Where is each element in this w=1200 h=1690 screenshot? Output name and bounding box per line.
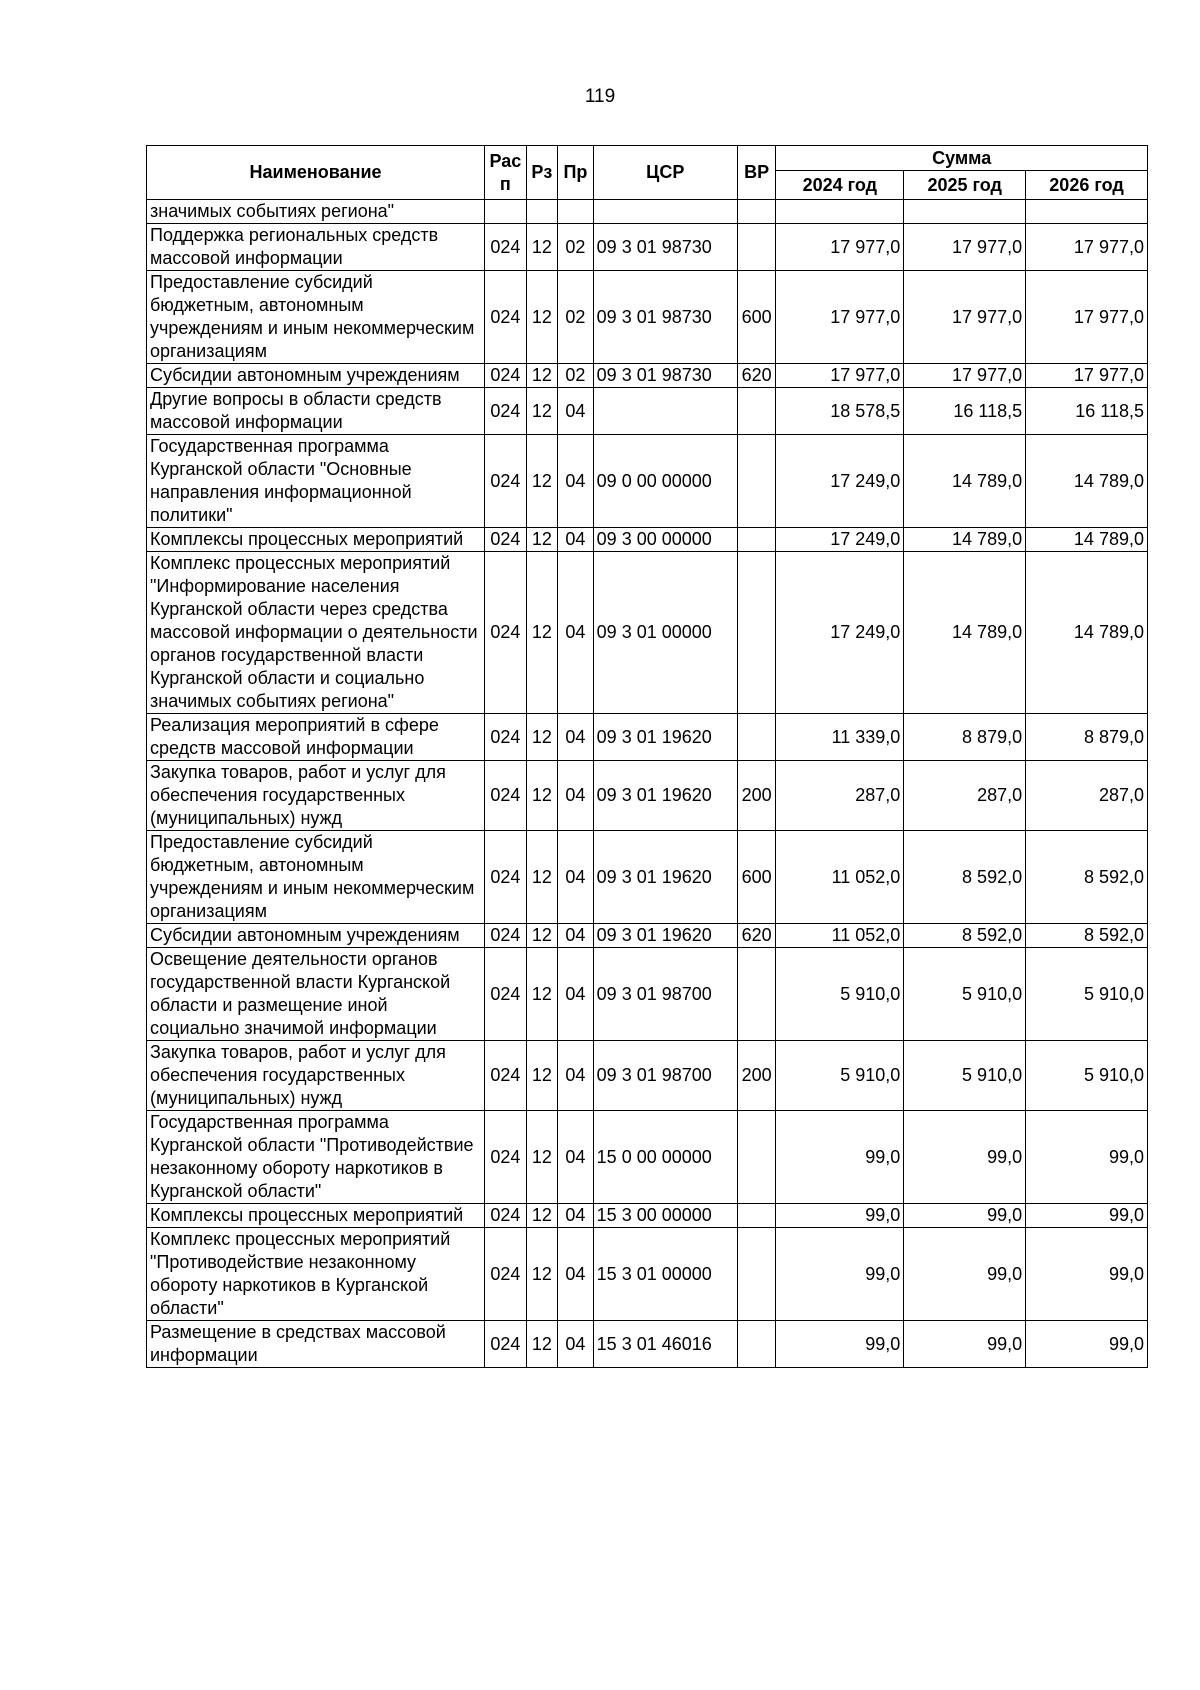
cell-name: Закупка товаров, работ и услуг для обеспечения государственных (муниципальных) нужд: [147, 1041, 485, 1111]
cell-amount-2025: 5 910,0: [904, 948, 1026, 1041]
cell-amount-2026: 5 910,0: [1026, 948, 1148, 1041]
cell-amount-2024: 99,0: [776, 1111, 904, 1204]
table-row: [147, 552, 1148, 714]
cell-amount-2026: 14 789,0: [1026, 528, 1148, 552]
cell-name: Закупка товаров, работ и услуг для обеспечения государственных (муниципальных) нужд: [147, 761, 485, 831]
cell-csr: 09 3 01 19620: [593, 714, 737, 761]
table-row: [147, 1228, 1148, 1321]
cell-name: Освещение деятельности органов государственной власти Курганской области и размещение иной социально значимой информации: [147, 948, 485, 1041]
cell-vr: 200: [737, 1041, 776, 1111]
cell-amount-2026: 17 977,0: [1026, 364, 1148, 388]
cell-amount-2024: 18 578,5: [776, 388, 904, 435]
cell-csr: [593, 388, 737, 435]
cell-csr: 15 0 00 00000: [593, 1111, 737, 1204]
table-row: [147, 924, 1148, 948]
cell-vr: 200: [737, 761, 776, 831]
cell-csr: 09 3 01 19620: [593, 831, 737, 924]
cell-name: Комплексы процессных мероприятий: [147, 528, 485, 552]
cell-name: Государственная программа Курганской области "Противодействие незаконному обороту наркотиков в Курганской области": [147, 1111, 485, 1204]
header-rasp: Рас п: [485, 146, 527, 200]
cell-rz: 12: [526, 1041, 557, 1111]
cell-pr: 04: [558, 1111, 594, 1204]
cell-amount-2025: 16 118,5: [904, 388, 1026, 435]
cell-amount-2024: 17 249,0: [776, 435, 904, 528]
cell-name: Предоставление субсидий бюджетным, автономным учреждениям и иным некоммерческим организациям: [147, 271, 485, 364]
cell-rz: 12: [526, 1228, 557, 1321]
cell-pr: 04: [558, 1204, 594, 1228]
cell-amount-2025: 8 592,0: [904, 924, 1026, 948]
cell-amount-2026: 17 977,0: [1026, 224, 1148, 271]
cell-pr: [558, 200, 594, 224]
cell-amount-2024: 5 910,0: [776, 1041, 904, 1111]
cell-name: Государственная программа Курганской области "Основные направления информационной политики": [147, 435, 485, 528]
header-year-2025: 2025 год: [904, 171, 1026, 200]
cell-amount-2024: 17 977,0: [776, 364, 904, 388]
cell-amount-2026: 8 592,0: [1026, 831, 1148, 924]
cell-amount-2026: 99,0: [1026, 1228, 1148, 1321]
cell-pr: 04: [558, 528, 594, 552]
cell-amount-2026: 8 879,0: [1026, 714, 1148, 761]
cell-vr: [737, 388, 776, 435]
header-rz: Рз: [526, 146, 557, 200]
cell-vr: [737, 948, 776, 1041]
cell-name: Поддержка региональных средств массовой информации: [147, 224, 485, 271]
cell-amount-2026: 14 789,0: [1026, 435, 1148, 528]
cell-amount-2026: 17 977,0: [1026, 271, 1148, 364]
cell-name: Субсидии автономным учреждениям: [147, 924, 485, 948]
cell-name: Комплекс процессных мероприятий "Противодействие незаконному обороту наркотиков в Курганской области": [147, 1228, 485, 1321]
cell-amount-2025: 14 789,0: [904, 435, 1026, 528]
table-row: [147, 1111, 1148, 1204]
cell-csr: 09 3 00 00000: [593, 528, 737, 552]
table-body: [147, 200, 1148, 1368]
header-pr: Пр: [558, 146, 594, 200]
header-name: Наименование: [147, 146, 485, 200]
table-row: [147, 714, 1148, 761]
cell-rz: 12: [526, 224, 557, 271]
cell-vr: 600: [737, 271, 776, 364]
cell-pr: 04: [558, 831, 594, 924]
cell-pr: 04: [558, 435, 594, 528]
table-row: [147, 948, 1148, 1041]
cell-rasp: 024: [485, 1111, 527, 1204]
cell-csr: 09 0 00 00000: [593, 435, 737, 528]
cell-amount-2026: 287,0: [1026, 761, 1148, 831]
cell-rasp: 024: [485, 1041, 527, 1111]
cell-rz: 12: [526, 435, 557, 528]
cell-name: Размещение в средствах массовой информации: [147, 1321, 485, 1368]
header-csr: ЦСР: [593, 146, 737, 200]
cell-csr: 09 3 01 98730: [593, 224, 737, 271]
cell-pr: 04: [558, 714, 594, 761]
cell-amount-2025: 8 592,0: [904, 831, 1026, 924]
cell-rasp: 024: [485, 528, 527, 552]
cell-amount-2025: 99,0: [904, 1228, 1026, 1321]
cell-amount-2026: 99,0: [1026, 1111, 1148, 1204]
cell-amount-2026: [1026, 200, 1148, 224]
header-summa: Сумма: [776, 146, 1148, 171]
page-number: 119: [584, 86, 616, 107]
cell-rz: 12: [526, 1204, 557, 1228]
table-row: [147, 1321, 1148, 1368]
table-row: [147, 224, 1148, 271]
cell-name: Комплекс процессных мероприятий "Информирование населения Курганской области через средства массовой информации о деятельности органов государственной власти Курганской области и социально значимых событиях региона": [147, 552, 485, 714]
table-row: [147, 200, 1148, 224]
cell-vr: [737, 435, 776, 528]
cell-pr: 04: [558, 1228, 594, 1321]
cell-pr: 04: [558, 552, 594, 714]
cell-vr: 600: [737, 831, 776, 924]
cell-rasp: 024: [485, 948, 527, 1041]
cell-rasp: 024: [485, 271, 527, 364]
cell-amount-2024: [776, 200, 904, 224]
cell-rasp: 024: [485, 552, 527, 714]
cell-amount-2024: 17 249,0: [776, 528, 904, 552]
cell-name: Реализация мероприятий в сфере средств массовой информации: [147, 714, 485, 761]
cell-csr: 09 3 01 98730: [593, 364, 737, 388]
cell-vr: [737, 1111, 776, 1204]
cell-name: значимых событиях региона": [147, 200, 485, 224]
cell-amount-2024: 287,0: [776, 761, 904, 831]
cell-amount-2025: 99,0: [904, 1111, 1026, 1204]
cell-amount-2026: 99,0: [1026, 1204, 1148, 1228]
table-row: [147, 1041, 1148, 1111]
cell-amount-2025: 8 879,0: [904, 714, 1026, 761]
header-year-2026: 2026 год: [1026, 171, 1148, 200]
cell-rasp: 024: [485, 388, 527, 435]
cell-rasp: 024: [485, 1228, 527, 1321]
cell-amount-2024: 99,0: [776, 1204, 904, 1228]
cell-rasp: 024: [485, 224, 527, 271]
cell-amount-2024: 17 977,0: [776, 271, 904, 364]
cell-rz: 12: [526, 388, 557, 435]
cell-csr: 15 3 01 00000: [593, 1228, 737, 1321]
cell-amount-2025: 5 910,0: [904, 1041, 1026, 1111]
cell-rz: 12: [526, 1321, 557, 1368]
table-row: [147, 435, 1148, 528]
cell-pr: 04: [558, 924, 594, 948]
table-row: [147, 761, 1148, 831]
cell-amount-2025: [904, 200, 1026, 224]
cell-rasp: 024: [485, 761, 527, 831]
cell-vr: [737, 714, 776, 761]
cell-pr: 02: [558, 364, 594, 388]
table-row: [147, 388, 1148, 435]
cell-amount-2025: 17 977,0: [904, 224, 1026, 271]
cell-rz: 12: [526, 714, 557, 761]
table-row: [147, 271, 1148, 364]
cell-rasp: 024: [485, 1321, 527, 1368]
cell-vr: 620: [737, 364, 776, 388]
cell-amount-2024: 11 052,0: [776, 831, 904, 924]
cell-pr: 02: [558, 224, 594, 271]
table-row: [147, 364, 1148, 388]
cell-csr: 09 3 01 19620: [593, 761, 737, 831]
cell-pr: 04: [558, 948, 594, 1041]
table-row: [147, 528, 1148, 552]
cell-amount-2025: 99,0: [904, 1321, 1026, 1368]
cell-vr: [737, 1204, 776, 1228]
cell-vr: [737, 552, 776, 714]
cell-rz: 12: [526, 364, 557, 388]
cell-rasp: 024: [485, 1204, 527, 1228]
cell-csr: 15 3 00 00000: [593, 1204, 737, 1228]
cell-name: Предоставление субсидий бюджетным, автономным учреждениям и иным некоммерческим организациям: [147, 831, 485, 924]
cell-rz: 12: [526, 948, 557, 1041]
cell-amount-2024: 5 910,0: [776, 948, 904, 1041]
cell-amount-2025: 99,0: [904, 1204, 1026, 1228]
cell-rasp: 024: [485, 364, 527, 388]
cell-amount-2024: 11 052,0: [776, 924, 904, 948]
cell-vr: [737, 224, 776, 271]
cell-amount-2025: 287,0: [904, 761, 1026, 831]
cell-rz: 12: [526, 552, 557, 714]
cell-name: Субсидии автономным учреждениям: [147, 364, 485, 388]
cell-pr: 04: [558, 1041, 594, 1111]
cell-vr: [737, 528, 776, 552]
cell-rz: [526, 200, 557, 224]
cell-csr: 09 3 01 98700: [593, 1041, 737, 1111]
cell-amount-2024: 99,0: [776, 1228, 904, 1321]
cell-rz: 12: [526, 528, 557, 552]
cell-csr: 09 3 01 00000: [593, 552, 737, 714]
cell-rasp: 024: [485, 714, 527, 761]
cell-vr: [737, 1321, 776, 1368]
cell-amount-2024: 99,0: [776, 1321, 904, 1368]
cell-amount-2024: 17 249,0: [776, 552, 904, 714]
cell-vr: 620: [737, 924, 776, 948]
cell-csr: 09 3 01 98730: [593, 271, 737, 364]
cell-rz: 12: [526, 831, 557, 924]
table-row: [147, 831, 1148, 924]
cell-amount-2024: 17 977,0: [776, 224, 904, 271]
table-row: [147, 1204, 1148, 1228]
cell-amount-2025: 14 789,0: [904, 528, 1026, 552]
cell-rasp: 024: [485, 831, 527, 924]
header-vr: ВР: [737, 146, 776, 200]
cell-csr: 09 3 01 19620: [593, 924, 737, 948]
cell-name: Другие вопросы в области средств массовой информации: [147, 388, 485, 435]
cell-amount-2024: 11 339,0: [776, 714, 904, 761]
cell-name: Комплексы процессных мероприятий: [147, 1204, 485, 1228]
cell-pr: 02: [558, 271, 594, 364]
cell-rz: 12: [526, 1111, 557, 1204]
cell-amount-2026: 5 910,0: [1026, 1041, 1148, 1111]
cell-amount-2025: 17 977,0: [904, 364, 1026, 388]
cell-pr: 04: [558, 1321, 594, 1368]
cell-rasp: 024: [485, 924, 527, 948]
cell-vr: [737, 1228, 776, 1321]
cell-vr: [737, 200, 776, 224]
cell-amount-2026: 14 789,0: [1026, 552, 1148, 714]
cell-rz: 12: [526, 924, 557, 948]
header-year-2024: 2024 год: [776, 171, 904, 200]
table-header: [147, 146, 1148, 200]
cell-amount-2025: 17 977,0: [904, 271, 1026, 364]
cell-rasp: 024: [485, 435, 527, 528]
cell-rasp: [485, 200, 527, 224]
cell-csr: [593, 200, 737, 224]
cell-amount-2025: 14 789,0: [904, 552, 1026, 714]
cell-rz: 12: [526, 761, 557, 831]
cell-csr: 09 3 01 98700: [593, 948, 737, 1041]
cell-amount-2026: 16 118,5: [1026, 388, 1148, 435]
cell-pr: 04: [558, 388, 594, 435]
cell-amount-2026: 99,0: [1026, 1321, 1148, 1368]
budget-table: [146, 145, 1148, 1368]
cell-amount-2026: 8 592,0: [1026, 924, 1148, 948]
cell-pr: 04: [558, 761, 594, 831]
cell-csr: 15 3 01 46016: [593, 1321, 737, 1368]
cell-rz: 12: [526, 271, 557, 364]
